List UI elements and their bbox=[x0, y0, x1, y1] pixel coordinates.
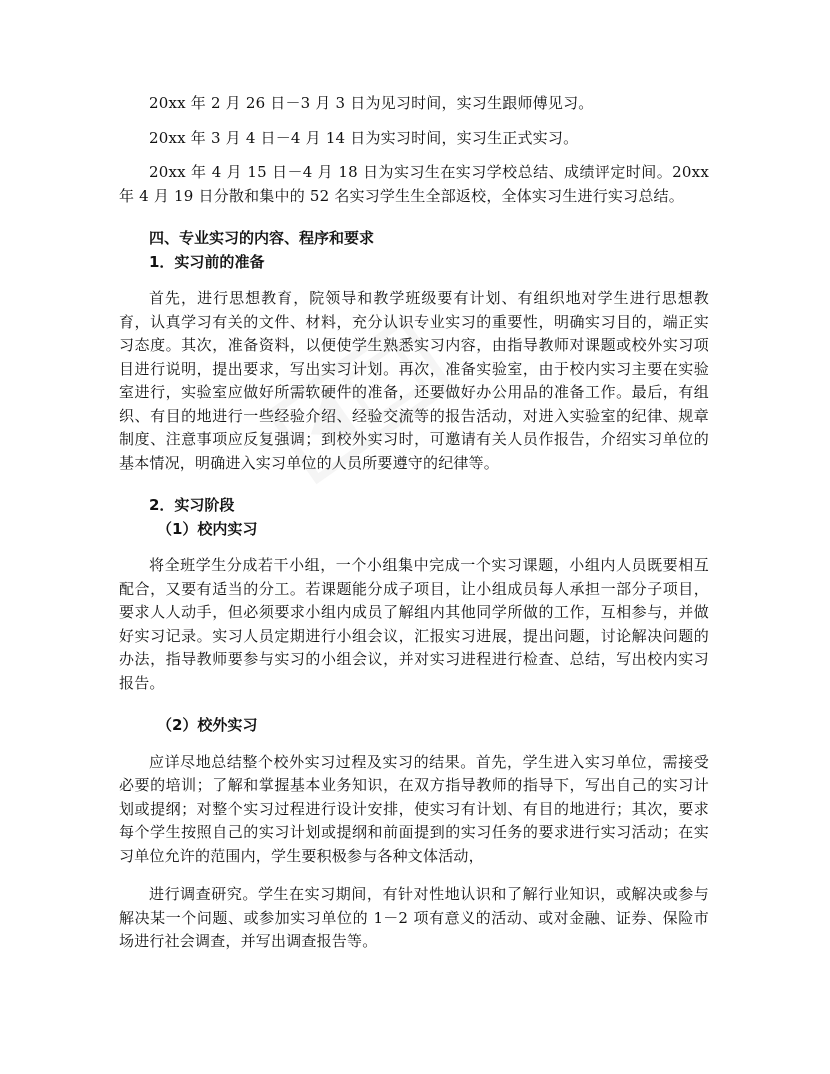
section-4-title: 四、专业实习的内容、程序和要求 bbox=[149, 229, 375, 247]
schedule-line-3: 20xx 年 4 月 15 日－4 月 18 日为实习生在实习学校总结、成绩评定时间。20xx 年 4 月 19 日分散和集中的 52 名实习学生生全部返校，全体实习生进行实习总结。 bbox=[119, 163, 709, 205]
schedule-line-2: 20xx 年 3 月 4 日－4 月 14 日为实习时间，实习生正式实习。 bbox=[149, 128, 579, 147]
subsection-2-title: 2．实习阶段 bbox=[149, 496, 235, 514]
subsection-2-1-title: （1）校内实习 bbox=[157, 519, 258, 538]
subsection-2-2-text-continued: 进行调查研究。学生在实习期间，有针对性地认识和了解行业知识，或解决或参与解决某一个问题、或参加实习单位的 1－2 项有意义的活动、或对金融、证券、保险市场进行社会调查，并写出调查报告等。 bbox=[119, 885, 709, 950]
subsection-1-title: 1．实习前的准备 bbox=[149, 252, 265, 271]
subsection-2-2-title: （2）校外实习 bbox=[157, 716, 258, 734]
schedule-line-1: 20xx 年 2 月 26 日－3 月 3 日为见习时间，实习生跟师傅见习。 bbox=[149, 94, 594, 112]
subsection-2-2-text: 应详尽地总结整个校外实习过程及实习的结果。首先，学生进入实习单位，需接受必要的培训；了解和掌握基本业务知识，在双方指导教师的指导下，写出自己的实习计划或提纲；对整个实习过程进行设计安排，使实习有计划、有目的地进行；其次，要求每个学生按照自己的实习计划或提纲和前面提到的实习任务的要求进行实习活动；在实习单位允许的范围内，学生要积极参与各种文体活动， bbox=[119, 752, 709, 865]
subsection-2-1-text: 将全班学生分成若干小组，一个小组集中完成一个实习课题，小组内人员既要相互配合，又要有适当的分工。若课题能分成子项目，让小组成员每人承担一部分子项目，要求人人动手，但必须要求小组内成员了解组内其他同学所做的工作，互相参与，并做好实习记录。实习人员定期进行小组会议，汇报实习进展，提出问题，讨论解决问题的办法，指导教师要参与实习的小组会议，并对实习进程进行检查、总结，写出校内实习报告。 bbox=[119, 556, 709, 692]
document-body bbox=[119, 92, 709, 954]
subsection-1-text: 首先，进行思想教育，院领导和教学班级要有计划、有组织地对学生进行思想教育，认真学习有关的文件、材料，充分认识专业实习的重要性，明确实习目的，端正实习态度。其次，准备资料，以便使学生熟悉实习内容，由指导教师对课题或校外实习项目进行说明，提出要求，写出实习计划。再次，准备实验室，由于校内实习主要在实验室进行，实验室应做好所需软硬件的准备，还要做好办公用品的准备工作。最后，有组织、有目的地进行一些经验介绍、经验交流等的报告活动，对进入实验室的纪律、规章制度、注意事项应反复强调；到校外实习时，可邀请有关人员作报告，介绍实习单位的基本情况，明确进入实习单位的人员所要遵守的纪律等。 bbox=[119, 289, 709, 472]
